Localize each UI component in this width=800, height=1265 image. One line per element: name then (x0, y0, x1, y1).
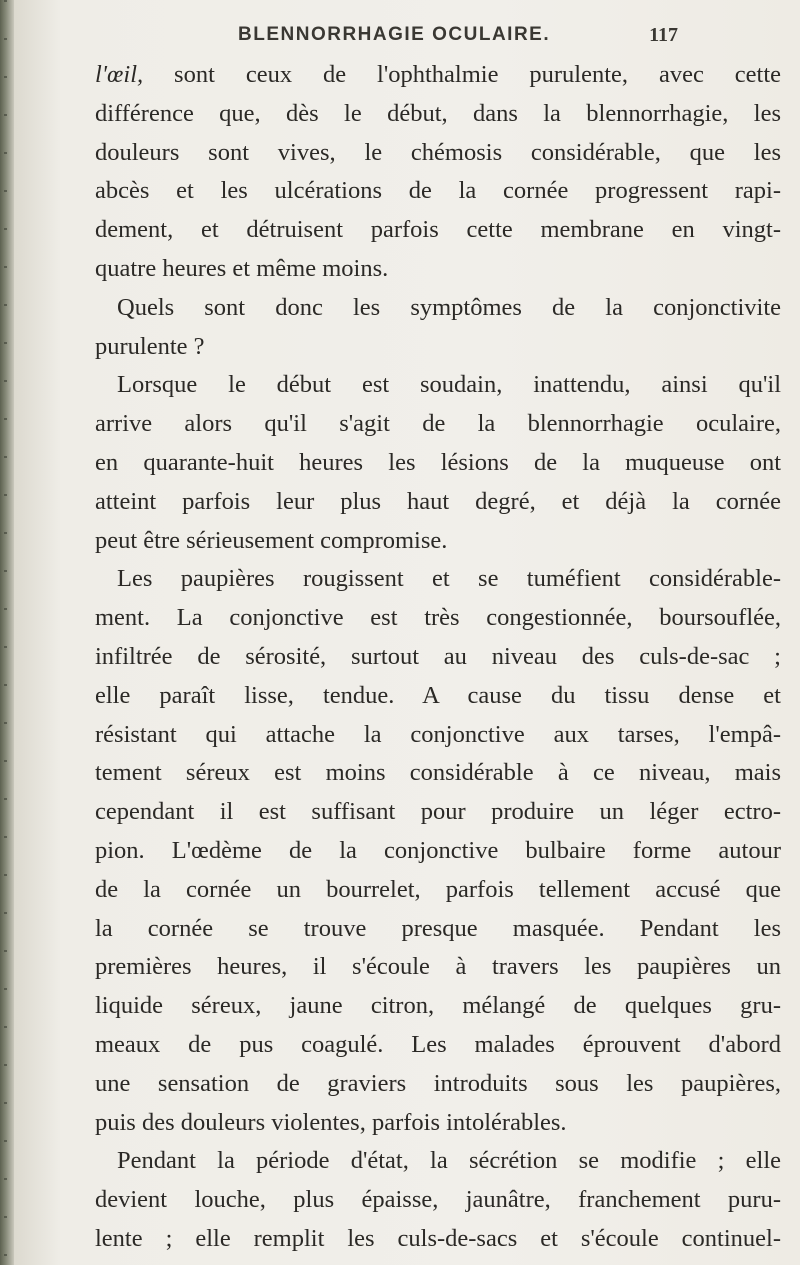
text-line-25: liquide séreux, jaune citron, mélangé de quelques gru- (95, 992, 781, 1020)
text-line-14: Les paupières rougissent et se tuméfient considérable- (117, 565, 781, 593)
text-line-1-rest: sont ceux de l'ophthalmie purulente, avec cette (143, 61, 781, 88)
text-line-23: la cornée se trouve presque masquée. Pendant les (95, 914, 781, 942)
text-line-15: ment. La conjonctive est très congestionnée, boursouflée, (95, 604, 781, 632)
body-text (95, 56, 781, 1259)
text-line-17: elle paraît lisse, tendue. A cause du tissu dense et (95, 681, 781, 709)
running-head: BLENNORRHAGIE OCULAIRE. (238, 24, 551, 45)
text-line-20: cependant il est suffisant pour produire un léger ectro- (95, 798, 781, 826)
text-line-10: arrive alors qu'il s'agit de la blennorrhagie oculaire, (95, 410, 781, 438)
text-line-31: lente ; elle remplit les culs-de-sacs et s'écoule continuel- (95, 1224, 781, 1252)
text-line-30: devient louche, plus épaisse, jaunâtre, franchement puru- (95, 1186, 781, 1214)
text-line-12: atteint parfois leur plus haut degré, et déjà la cornée (95, 487, 781, 515)
page-header (238, 24, 678, 54)
book-page (14, 0, 800, 1265)
text-line-9: Lorsque le début est soudain, inattendu, ainsi qu'il (117, 371, 781, 399)
text-line-29: Pendant la période d'état, la sécrétion se modifie ; elle (117, 1147, 781, 1175)
text-line-1 (95, 56, 781, 95)
binding-stitch-marks (4, 0, 7, 1265)
text-line-19: tement séreux est moins considérable à ce niveau, mais (95, 759, 781, 787)
text-line-26: meaux de pus coagulé. Les malades éprouvent d'abord (95, 1030, 781, 1058)
text-line-13: peut être sérieusement compromise. (95, 526, 448, 554)
page-number: 117 (649, 24, 678, 46)
text-line-11: en quarante-huit heures les lésions de la muqueuse ont (95, 448, 781, 476)
italic-word: l'œil, (95, 61, 144, 88)
book-binding-edge (0, 0, 14, 1265)
text-line-5: dement, et détruisent parfois cette membrane en vingt- (95, 216, 781, 244)
text-line-16: infiltrée de sérosité, surtout au niveau des culs-de-sac ; (95, 642, 781, 670)
text-line-8: purulente ? (95, 332, 205, 360)
text-line-27: une sensation de graviers introduits sous les paupières, (95, 1069, 781, 1097)
text-line-3: douleurs sont vives, le chémosis considérable, que les (95, 138, 781, 166)
text-line-6: quatre heures et même moins. (95, 254, 389, 282)
text-line-18: résistant qui attache la conjonctive aux tarses, l'empâ- (95, 720, 781, 748)
text-line-24: premières heures, il s'écoule à travers les paupières un (95, 953, 781, 981)
text-line-2: différence que, dès le début, dans la blennorrhagie, les (95, 99, 781, 127)
text-line-4: abcès et les ulcérations de la cornée progressent rapi- (95, 177, 781, 205)
text-line-7: Quels sont donc les symptômes de la conjonctivite (117, 293, 781, 321)
text-line-28: puis des douleurs violentes, parfois intolérables. (95, 1108, 567, 1136)
text-line-21: pion. L'œdème de la conjonctive bulbaire forme autour (95, 836, 781, 864)
text-line-22: de la cornée un bourrelet, parfois tellement accusé que (95, 875, 781, 903)
